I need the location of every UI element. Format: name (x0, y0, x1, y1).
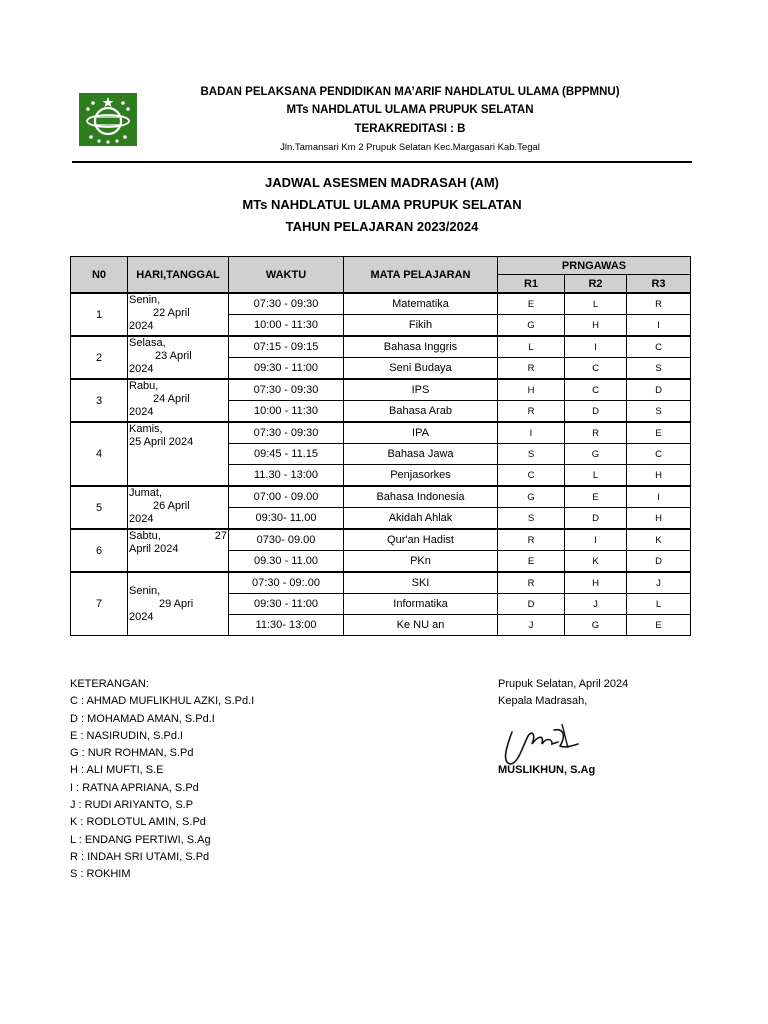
row-r3: I (627, 486, 691, 508)
row-r1: H (498, 379, 565, 401)
row-subject: Matematika (344, 293, 498, 315)
row-subject: Bahasa Jawa (344, 444, 498, 465)
header-time: WAKTU (229, 257, 344, 294)
row-subject: Qur'an Hadist (344, 529, 498, 551)
row-r3: C (627, 336, 691, 358)
doc-subtitle: MTs NAHDLATUL ULAMA PRUPUK SELATAN (242, 197, 522, 212)
row-time: 09:30 - 11:00 (229, 358, 344, 380)
row-r2: I (565, 529, 627, 551)
row-subject: Fikih (344, 315, 498, 337)
row-time: 07:30 - 09:30 (229, 379, 344, 401)
row-time: 0730- 09.00 (229, 529, 344, 551)
row-day: Senin, 22 April 2024 (128, 293, 229, 336)
header-day: HARI,TANGGAL (128, 257, 229, 294)
row-r1: D (498, 594, 565, 615)
row-r3: H (627, 508, 691, 530)
row-time: 07:30 - 09:30 (229, 422, 344, 444)
row-r2: C (565, 379, 627, 401)
header-supervisors: PRNGAWAS (498, 257, 691, 275)
row-time: 07:30 - 09:.00 (229, 572, 344, 594)
table-row (71, 293, 691, 315)
row-subject: Bahasa Arab (344, 401, 498, 423)
row-r2: G (565, 444, 627, 465)
row-time: 11:30- 13:00 (229, 615, 344, 636)
row-time: 09:45 - 11.15 (229, 444, 344, 465)
row-no: 3 (71, 379, 128, 422)
day-group-1 (71, 293, 691, 336)
row-time: 07:15 - 09:15 (229, 336, 344, 358)
row-subject: Akidah Ahlak (344, 508, 498, 530)
day-group-4 (71, 422, 691, 486)
list-item: I : RATNA APRIANA, S.Pd (70, 781, 199, 794)
list-item: C : AHMAD MUFLIKHUL AZKI, S.Pd.I (70, 695, 255, 708)
row-r2: R (565, 422, 627, 444)
row-day: Sabtu, 27 April 2024 (128, 529, 229, 572)
doc-title: JADWAL ASESMEN MADRASAH (AM) (265, 175, 499, 190)
day-group-3 (71, 379, 691, 422)
header-divider (72, 161, 692, 163)
row-r2: K (565, 551, 627, 573)
row-day: Rabu, 24 April 2024 (128, 379, 229, 422)
row-r2: D (565, 401, 627, 423)
signer-role: Kepala Madrasah, (498, 695, 588, 708)
table-row (71, 572, 691, 594)
row-r2: C (565, 358, 627, 380)
handwritten-signature-icon (498, 718, 588, 768)
legend-title: KETERANGAN: (70, 678, 149, 690)
row-r3: S (627, 358, 691, 380)
row-r1: L (498, 336, 565, 358)
row-r1: R (498, 572, 565, 594)
header-r2: R2 (565, 275, 627, 294)
row-r2: I (565, 336, 627, 358)
row-day: Selasa, 23 April 2024 (128, 336, 229, 379)
row-r1: E (498, 293, 565, 315)
row-subject: Informatika (344, 594, 498, 615)
row-subject: IPA (344, 422, 498, 444)
row-subject: Bahasa Inggris (344, 336, 498, 358)
row-time: 10:00 - 11:30 (229, 401, 344, 423)
signature-block (498, 676, 629, 776)
day-group-5 (71, 486, 691, 529)
row-r3: H (627, 465, 691, 487)
row-time: 09:30- 11.00 (229, 508, 344, 530)
row-time: 09.30 - 11.00 (229, 551, 344, 573)
school-name: MTs NAHDLATUL ULAMA PRUPUK SELATAN (286, 104, 534, 116)
row-no: 6 (71, 529, 128, 572)
list-item: K : RODLOTUL AMIN, S.Pd (70, 816, 206, 829)
row-no: 5 (71, 486, 128, 529)
row-subject: IPS (344, 379, 498, 401)
row-r2: E (565, 486, 627, 508)
row-r3: C (627, 444, 691, 465)
row-r3: E (627, 615, 691, 636)
row-no: 2 (71, 336, 128, 379)
row-r2: J (565, 594, 627, 615)
row-r1: S (498, 444, 565, 465)
row-r3: D (627, 551, 691, 573)
table-row (71, 379, 691, 401)
list-item: R : INDAH SRI UTAMI, S.Pd (70, 850, 210, 863)
row-r1: R (498, 401, 565, 423)
row-r3: K (627, 529, 691, 551)
table-row (71, 422, 691, 444)
row-time: 07:30 - 09:30 (229, 293, 344, 315)
row-no: 7 (71, 572, 128, 636)
row-r2: H (565, 315, 627, 337)
list-item: J : RUDI ARIYANTO, S.P (70, 799, 194, 812)
signer-name: MUSLIKHUN, S.Ag (498, 764, 596, 776)
row-r3: E (627, 422, 691, 444)
doc-year: TAHUN PELAJARAN 2023/2024 (285, 219, 479, 234)
schedule-table (70, 256, 691, 636)
row-subject: Ke NU an (344, 615, 498, 636)
row-r1: E (498, 551, 565, 573)
row-r1: R (498, 358, 565, 380)
list-item: E : NASIRUDIN, S.Pd.I (70, 729, 184, 742)
row-r3: S (627, 401, 691, 423)
day-group-7 (71, 572, 691, 636)
row-r1: S (498, 508, 565, 530)
row-day: Senin, 29 Apri 2024 (128, 572, 229, 636)
accreditation: TERAKREDITASI : B (354, 123, 466, 135)
row-r3: L (627, 594, 691, 615)
list-item: D : MOHAMAD AMAN, S.Pd.I (70, 712, 215, 725)
place-date: Prupuk Selatan, April 2024 (498, 678, 629, 690)
school-address: Jln.Tamansari Km 2 Prupuk Selatan Kec.Margasari Kab.Tegal (280, 142, 540, 153)
table-row (71, 529, 691, 551)
list-item: H : ALI MUFTI, S.E (70, 764, 164, 777)
list-item: L : ENDANG PERTIWI, S.Ag (70, 833, 211, 846)
row-day: Jumat, 26 April 2024 (128, 486, 229, 529)
day-group-6 (71, 529, 691, 572)
row-subject: SKI (344, 572, 498, 594)
row-time: 07:00 - 09.00 (229, 486, 344, 508)
row-subject: Penjasorkes (344, 465, 498, 487)
row-r3: I (627, 315, 691, 337)
row-time: 09:30 - 11:00 (229, 594, 344, 615)
row-r2: H (565, 572, 627, 594)
day-group-2 (71, 336, 691, 379)
row-r2: D (565, 508, 627, 530)
row-r1: I (498, 422, 565, 444)
list-item: S : ROKHIM (70, 868, 131, 881)
row-r1: C (498, 465, 565, 487)
row-subject: Bahasa Indonesia (344, 486, 498, 508)
row-r2: L (565, 465, 627, 487)
table-row (71, 486, 691, 508)
row-r3: R (627, 293, 691, 315)
row-r2: L (565, 293, 627, 315)
list-item: G : NUR ROHMAN, S.Pd (70, 747, 194, 760)
row-no: 4 (71, 422, 128, 486)
row-r1: R (498, 529, 565, 551)
row-r3: D (627, 379, 691, 401)
legend (70, 676, 254, 884)
row-r1: G (498, 486, 565, 508)
table-row (71, 336, 691, 358)
nu-logo-icon (79, 93, 137, 146)
header-no: N0 (71, 257, 128, 294)
row-r1: G (498, 315, 565, 337)
header-subject: MATA PELAJARAN (344, 257, 498, 294)
row-r2: G (565, 615, 627, 636)
row-no: 1 (71, 293, 128, 336)
row-time: 11.30 - 13:00 (229, 465, 344, 487)
row-r1: J (498, 615, 565, 636)
header-r3: R3 (627, 275, 691, 294)
row-time: 10:00 - 11:30 (229, 315, 344, 337)
row-day: Kamis, 25 April 2024 (128, 422, 229, 486)
row-r3: J (627, 572, 691, 594)
header-r1: R1 (498, 275, 565, 294)
row-subject: PKn (344, 551, 498, 573)
row-subject: Seni Budaya (344, 358, 498, 380)
org-name: BADAN PELAKSANA PENDIDIKAN MA’ARIF NAHDLATUL ULAMA (BPPMNU) (200, 86, 620, 98)
